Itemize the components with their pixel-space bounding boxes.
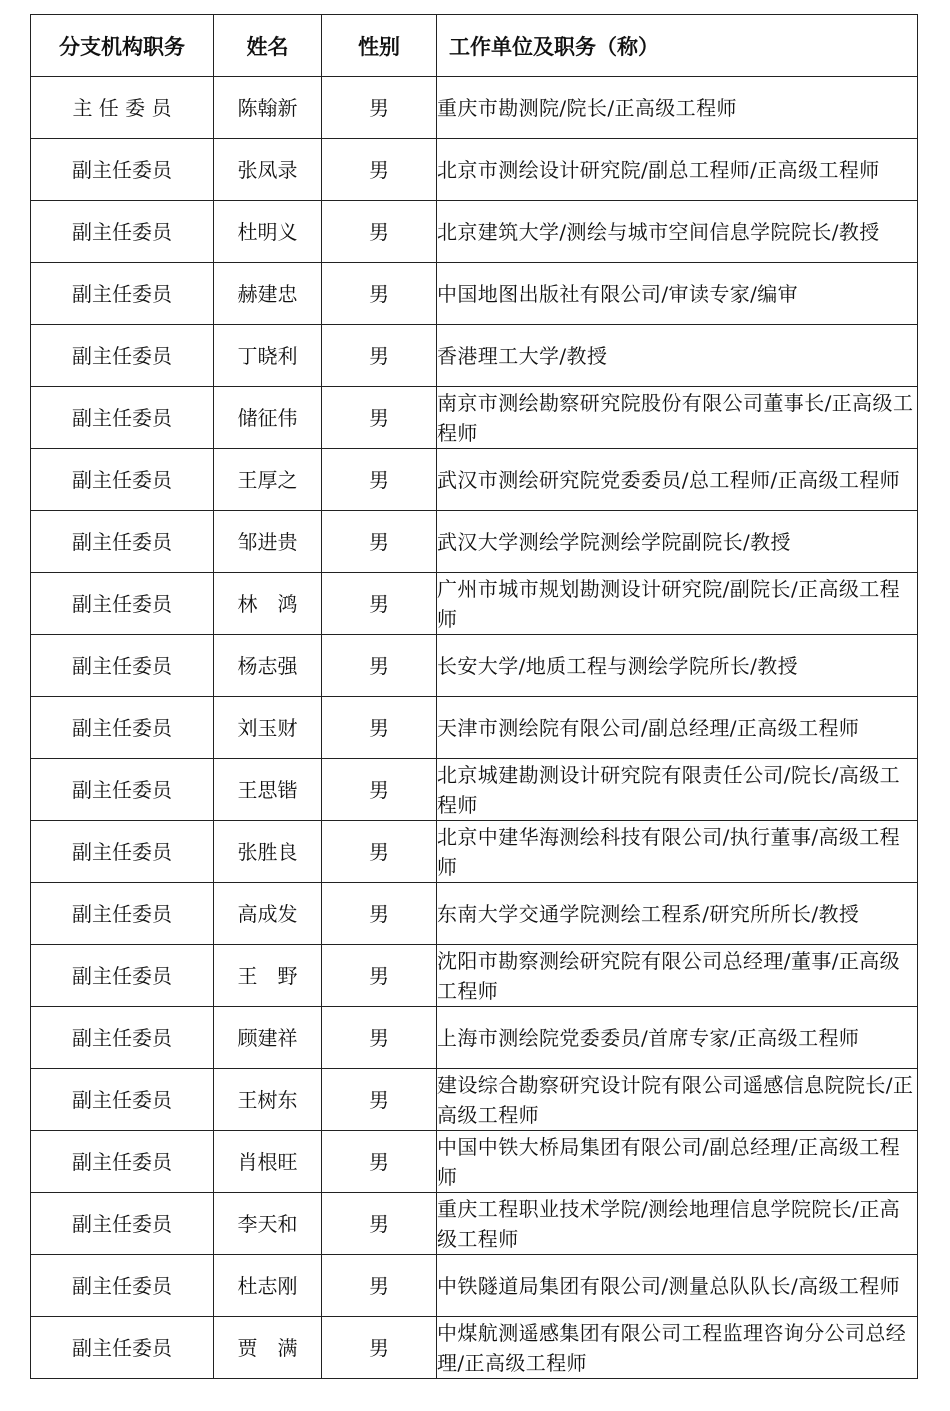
cell-position: 副主任委员 [31, 325, 214, 387]
table-row [31, 325, 918, 387]
cell-position: 副主任委员 [31, 1255, 214, 1317]
table-row [31, 1193, 918, 1255]
member-table [30, 14, 918, 1379]
cell-name: 邹进贵 [214, 511, 322, 573]
cell-position: 副主任委员 [31, 821, 214, 883]
cell-gender: 男 [322, 1193, 437, 1255]
table-row [31, 449, 918, 511]
cell-position: 副主任委员 [31, 263, 214, 325]
table-row [31, 697, 918, 759]
table-row [31, 945, 918, 1007]
cell-gender: 男 [322, 1255, 437, 1317]
cell-unit: 中国地图出版社有限公司/审读专家/编审 [437, 263, 918, 325]
table-row [31, 1069, 918, 1131]
cell-gender: 男 [322, 883, 437, 945]
cell-unit: 天津市测绘院有限公司/副总经理/正高级工程师 [437, 697, 918, 759]
cell-gender: 男 [322, 759, 437, 821]
table-row [31, 201, 918, 263]
cell-gender: 男 [322, 1069, 437, 1131]
cell-unit: 广州市城市规划勘测设计研究院/副院长/正高级工程师 [437, 573, 918, 635]
cell-gender: 男 [322, 697, 437, 759]
cell-gender: 男 [322, 1131, 437, 1193]
cell-unit: 武汉市测绘研究院党委委员/总工程师/正高级工程师 [437, 449, 918, 511]
header-position: 分支机构职务 [31, 15, 214, 77]
table-row [31, 635, 918, 697]
table-header-row [31, 15, 918, 77]
cell-name: 丁晓利 [214, 325, 322, 387]
cell-name: 陈翰新 [214, 77, 322, 139]
table-row [31, 511, 918, 573]
cell-gender: 男 [322, 139, 437, 201]
cell-position: 副主任委员 [31, 945, 214, 1007]
cell-gender: 男 [322, 325, 437, 387]
cell-unit: 沈阳市勘察测绘研究院有限公司总经理/董事/正高级工程师 [437, 945, 918, 1007]
cell-name: 赫建忠 [214, 263, 322, 325]
cell-unit: 重庆市勘测院/院长/正高级工程师 [437, 77, 918, 139]
cell-name: 林 鸿 [214, 573, 322, 635]
header-unit: 工作单位及职务（称） [437, 15, 918, 77]
table-row [31, 263, 918, 325]
cell-unit: 中国中铁大桥局集团有限公司/副总经理/正高级工程师 [437, 1131, 918, 1193]
cell-gender: 男 [322, 263, 437, 325]
cell-unit: 东南大学交通学院测绘工程系/研究所所长/教授 [437, 883, 918, 945]
cell-position: 主 任 委 员 [31, 77, 214, 139]
cell-unit: 长安大学/地质工程与测绘学院所长/教授 [437, 635, 918, 697]
cell-name: 李天和 [214, 1193, 322, 1255]
cell-gender: 男 [322, 449, 437, 511]
cell-position: 副主任委员 [31, 1131, 214, 1193]
cell-gender: 男 [322, 1317, 437, 1379]
cell-name: 高成发 [214, 883, 322, 945]
cell-gender: 男 [322, 201, 437, 263]
cell-unit: 武汉大学测绘学院测绘学院副院长/教授 [437, 511, 918, 573]
table-row [31, 1007, 918, 1069]
cell-unit: 中铁隧道局集团有限公司/测量总队队长/高级工程师 [437, 1255, 918, 1317]
cell-name: 王 野 [214, 945, 322, 1007]
table-row [31, 387, 918, 449]
cell-name: 王厚之 [214, 449, 322, 511]
cell-unit: 北京中建华海测绘科技有限公司/执行董事/高级工程师 [437, 821, 918, 883]
cell-name: 贾 满 [214, 1317, 322, 1379]
cell-position: 副主任委员 [31, 883, 214, 945]
cell-unit: 南京市测绘勘察研究院股份有限公司董事长/正高级工程师 [437, 387, 918, 449]
cell-name: 储征伟 [214, 387, 322, 449]
cell-name: 王思锴 [214, 759, 322, 821]
cell-name: 王树东 [214, 1069, 322, 1131]
cell-position: 副主任委员 [31, 139, 214, 201]
cell-name: 杜明义 [214, 201, 322, 263]
table-row [31, 573, 918, 635]
cell-gender: 男 [322, 821, 437, 883]
table-row [31, 759, 918, 821]
cell-name: 杨志强 [214, 635, 322, 697]
cell-name: 刘玉财 [214, 697, 322, 759]
table-row [31, 1255, 918, 1317]
cell-name: 张凤录 [214, 139, 322, 201]
cell-position: 副主任委员 [31, 449, 214, 511]
header-name: 姓名 [214, 15, 322, 77]
cell-position: 副主任委员 [31, 387, 214, 449]
table-body [31, 77, 918, 1379]
cell-position: 副主任委员 [31, 1317, 214, 1379]
cell-name: 杜志刚 [214, 1255, 322, 1317]
cell-unit: 香港理工大学/教授 [437, 325, 918, 387]
cell-name: 张胜良 [214, 821, 322, 883]
cell-position: 副主任委员 [31, 697, 214, 759]
cell-unit: 中煤航测遥感集团有限公司工程监理咨询分公司总经理/正高级工程师 [437, 1317, 918, 1379]
cell-gender: 男 [322, 573, 437, 635]
table-row [31, 77, 918, 139]
cell-position: 副主任委员 [31, 1193, 214, 1255]
cell-gender: 男 [322, 1007, 437, 1069]
cell-unit: 建设综合勘察研究设计院有限公司遥感信息院院长/正高级工程师 [437, 1069, 918, 1131]
table-row [31, 139, 918, 201]
cell-position: 副主任委员 [31, 635, 214, 697]
cell-name: 肖根旺 [214, 1131, 322, 1193]
cell-unit: 上海市测绘院党委委员/首席专家/正高级工程师 [437, 1007, 918, 1069]
cell-gender: 男 [322, 945, 437, 1007]
cell-position: 副主任委员 [31, 573, 214, 635]
cell-position: 副主任委员 [31, 759, 214, 821]
header-gender: 性别 [322, 15, 437, 77]
cell-unit: 北京建筑大学/测绘与城市空间信息学院院长/教授 [437, 201, 918, 263]
cell-position: 副主任委员 [31, 1007, 214, 1069]
cell-position: 副主任委员 [31, 1069, 214, 1131]
table-row [31, 1317, 918, 1379]
table-row [31, 883, 918, 945]
cell-gender: 男 [322, 77, 437, 139]
cell-position: 副主任委员 [31, 201, 214, 263]
cell-unit: 重庆工程职业技术学院/测绘地理信息学院院长/正高级工程师 [437, 1193, 918, 1255]
cell-unit: 北京市测绘设计研究院/副总工程师/正高级工程师 [437, 139, 918, 201]
cell-unit: 北京城建勘测设计研究院有限责任公司/院长/高级工程师 [437, 759, 918, 821]
cell-name: 顾建祥 [214, 1007, 322, 1069]
table-row [31, 1131, 918, 1193]
cell-position: 副主任委员 [31, 511, 214, 573]
table-row [31, 821, 918, 883]
cell-gender: 男 [322, 387, 437, 449]
cell-gender: 男 [322, 635, 437, 697]
cell-gender: 男 [322, 511, 437, 573]
